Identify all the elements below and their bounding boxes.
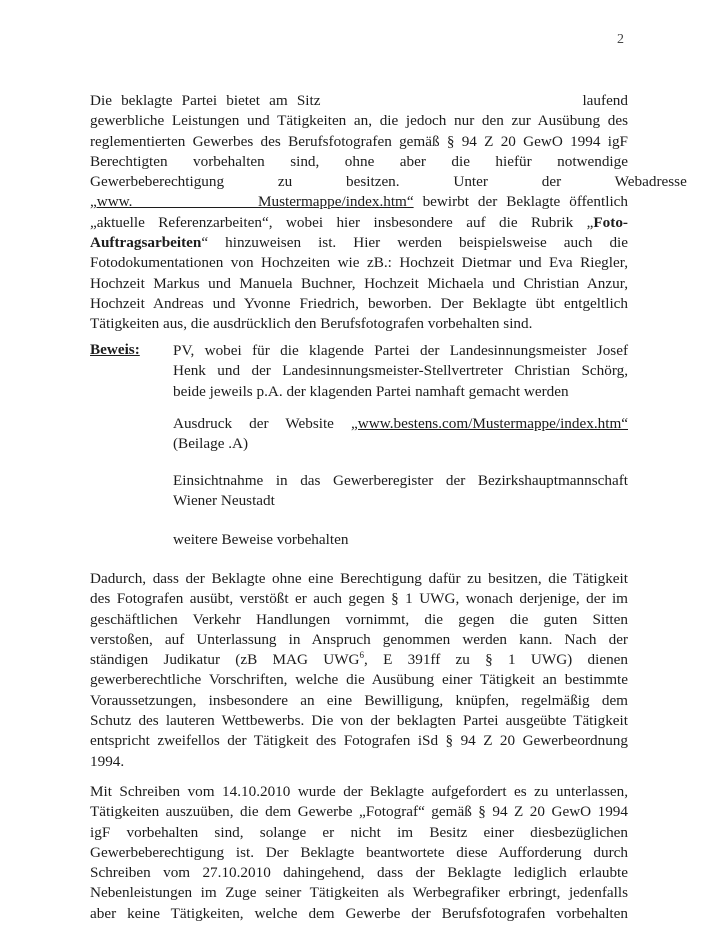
paragraph-1: [90, 91, 687, 335]
p1-line-10: Hochzeit Markus und Manuela Buchner, Hochzeit Michaela und Christian Anzur,: [90, 274, 628, 292]
p3-line-4: Gewerbeberechtigung ist. Der Beklagte beantwortete diese Aufforderung durch: [90, 843, 628, 861]
paragraph-2: [90, 569, 628, 772]
p3-line-5: Schreiben vom 27.10.2010 dahingehend, dass der Beklagte lediglich erlaubte: [90, 864, 628, 882]
p3-line-3: igF vorbehalten sind, solange er nicht im Besitz einer diesbezüglichen: [90, 823, 628, 841]
p1-line-1: Die beklagte Partei bietet am Sitz laufend: [90, 92, 628, 109]
p2-line-7: Voraussetzungen, insbesondere an eine Bewilligung, knüpfen, regelmäßig dem: [90, 691, 628, 709]
p2-line-9: entspricht zweifellos der Tätigkeit des Fotografen iSd § 94 Z 20 Gewerbeordnung: [90, 732, 628, 750]
p3-line-2: Tätigkeiten auszuüben, die dem Gewerbe „Fotograf“ gemäß § 94 Z 20 GewO 1994: [90, 803, 628, 821]
p1-line-11: Hochzeit Andreas und Yvonne Friedrich, beworben. Der Beklagte übt entgeltlich: [90, 294, 628, 312]
p2-line-2: des Fotografen ausübt, verstößt er auch gegen § 1 UWG, wonach derjenige, der im: [90, 590, 628, 608]
p1-line-2: gewerbliche Leistungen und Tätigkeiten an, die jedoch nur den zur Ausübung des: [90, 112, 628, 130]
p3-line-6: Nebenleistungen im Zuge seiner Tätigkeiten als Werbegrafiker erbringt, jedenfalls: [90, 884, 628, 902]
proof3-line-2: Wiener Neustadt: [173, 492, 275, 510]
p2-line-6: gewerberechtliche Vorschriften, welche die Ausübung einer Tätigkeit an bestimmte: [90, 671, 628, 689]
p2-line-4: verstoßen, auf Unterlassung in Anspruch genommen werden kann. Nach der: [90, 630, 628, 648]
p2-line-5: ständigen Judikatur (zB MAG UWG$^6$, E 391ff zu § 1 UWG) dienen: [90, 650, 628, 669]
p2-line-10: 1994.: [90, 752, 125, 770]
proof3-line-1: Einsichtnahme in das Gewerberegister der Bezirkshauptmannschaft: [173, 472, 628, 489]
proof-item-trade-register: [173, 471, 628, 512]
p3-line-7: aber keine Tätigkeiten, welche dem Gewerbe der Berufsfotografen vorbehalten: [90, 904, 628, 922]
proof-item-testimony: [173, 341, 628, 402]
p2-line-8: Schutz des lauteren Wettbewerbs. Die von der beklagten Partei ausgeübte Tätigkeit: [90, 712, 628, 730]
proof-item-website-printout: [173, 414, 628, 455]
page-number: 2: [617, 32, 624, 47]
p1-line-5: Gewerbeberechtigung zu besitzen. Unter der Webadresse: [90, 173, 687, 191]
p2-line-3: geschäftlichen Verkehr Handlungen vornimmt, die gegen die guten Sitten: [90, 610, 628, 628]
p1-line-4: Berechtigten vorbehalten sind, ohne aber die hiefür notwendige: [90, 152, 628, 170]
website-link-full[interactable]: „www.bestens.com/Mustermappe/index.htm“: [351, 415, 628, 432]
proof1-line-1: PV, wobei für die klagende Partei der Landesinnungsmeister Josef: [173, 342, 628, 359]
p2-line-1: Dadurch, dass der Beklagte ohne eine Berechtigung dafür zu besitzen, die Tätigkeit: [90, 570, 628, 587]
paragraph-3: [90, 782, 628, 924]
p1-line-3: reglementierten Gewerbes des Berufsfotografen gemäß § 94 Z 20 GewO 1994 igF: [90, 132, 628, 150]
p1-line-8: Auftragsarbeiten“ hinzuweisen ist. Hier werden beispielsweise auch die: [90, 234, 628, 252]
proof2-line-1: Ausdruck der Website „www.bestens.com/Mustermappe/index.htm“: [173, 415, 628, 432]
p1-line-6: „www. Mustermappe/index.htm“ bewirbt der Beklagte öffentlich: [90, 193, 629, 211]
proof1-line-3: beide jeweils p.A. der klagenden Partei namhaft gemacht werden: [173, 382, 569, 400]
proof2-line-2: (Beilage .A): [173, 435, 249, 453]
p1-line-12: Tätigkeiten aus, die ausdrücklich den Berufsfotografen vorbehalten sind.: [90, 315, 533, 333]
proof-label: Beweis:: [90, 341, 140, 358]
p1-line-9: Fotodokumentationen von Hochzeiten wie zB.: Hochzeit Dietmar und Eva Riegler,: [90, 254, 628, 272]
website-link[interactable]: „www. Mustermappe/index.htm“: [90, 193, 414, 211]
proof1-line-2: Henk und der Landesinnungsmeister-Stellvertreter Christian Schörg,: [173, 362, 628, 380]
p1-line-7: „aktuelle Referenzarbeiten“, wobei hier insbesondere auf die Rubrik „Foto-: [90, 213, 628, 231]
proof-item-further-evidence: [173, 530, 628, 550]
rubric-name-part1: Foto-: [593, 213, 628, 231]
proof4-line-1: weitere Beweise vorbehalten: [173, 531, 349, 548]
p3-line-1: Mit Schreiben vom 14.10.2010 wurde der Beklagte aufgefordert es zu unterlassen,: [90, 783, 628, 800]
rubric-name-part2: Auftragsarbeiten: [90, 234, 202, 252]
